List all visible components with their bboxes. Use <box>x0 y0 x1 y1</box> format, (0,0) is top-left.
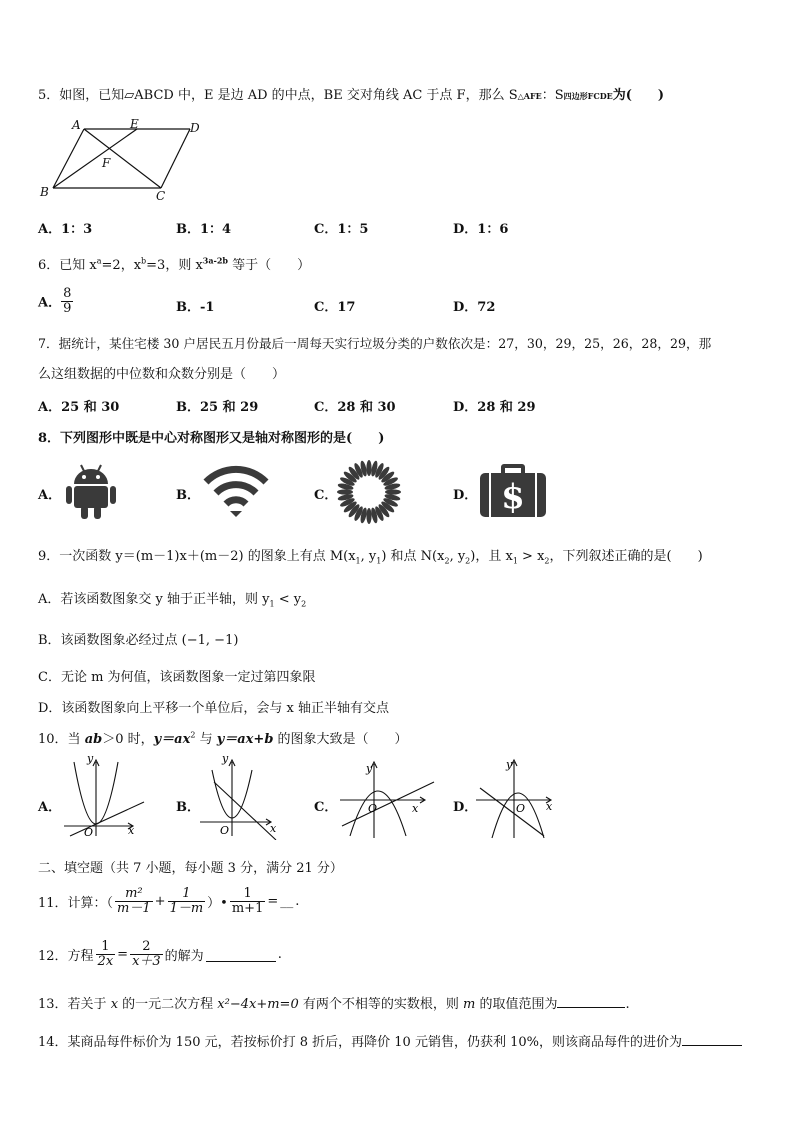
q10-text-b: ＞0 时， <box>102 732 154 747</box>
option-text: 1：6 <box>477 222 509 237</box>
svg-text:$: $ <box>501 477 525 517</box>
q9-text-d: , y <box>449 549 466 564</box>
q13-equation: x²−4x+m=0 <box>217 997 299 1012</box>
y-axis-label: y <box>366 762 373 775</box>
q6-sup-a: a <box>96 256 102 266</box>
q9-text-b: , y <box>360 549 377 564</box>
q8-option-d[interactable] <box>453 484 477 503</box>
fraction-numerator: 1 <box>230 887 266 902</box>
q11-stem <box>38 887 299 915</box>
q6-text-c: =3，则 x <box>146 258 203 273</box>
q5-label-c: C <box>156 189 166 203</box>
option-text: 25 和 30 <box>61 400 120 415</box>
option-text: < y <box>274 592 302 607</box>
q6-text-a: 6．已知 x <box>38 258 97 273</box>
q9-sub: 1 <box>376 556 382 566</box>
dollar-briefcase-icon <box>478 462 548 518</box>
q10-graph-a <box>62 756 148 840</box>
q5-label-a: A <box>72 118 81 132</box>
option-label: A． <box>38 488 62 503</box>
q13-var-x: x <box>110 997 119 1012</box>
q13-text-b: 的一元二次方程 <box>118 997 218 1012</box>
q12-suffix: 的解为 <box>164 948 204 964</box>
option-text: -1 <box>200 300 215 315</box>
q10-option-d[interactable]: D． <box>453 800 478 815</box>
q5-label-b: B <box>40 185 49 199</box>
q9-option-a[interactable] <box>38 588 306 609</box>
option-text: 28 和 29 <box>477 400 536 415</box>
q5-bracket: 为( ) <box>612 88 665 103</box>
q10-text-a: 10．当 <box>38 732 85 747</box>
q7-option-a[interactable] <box>38 396 119 415</box>
option-text: 72 <box>477 300 496 315</box>
q7-stem-line2: 么这组数据的中位数和众数分别是（ ） <box>38 367 286 382</box>
equals-sign: = <box>267 893 279 909</box>
fraction <box>96 940 116 968</box>
q13-text-a: 13．若关于 <box>38 997 111 1012</box>
period: . <box>625 997 630 1012</box>
option-text: 1：3 <box>61 222 93 237</box>
q6-text-d: 等于（ ） <box>228 258 311 273</box>
q6-sup-exp: 3a-2b <box>202 255 229 266</box>
option-text: 1：5 <box>337 222 369 237</box>
q5-label-f: F <box>102 156 111 170</box>
y-axis-label: y <box>87 756 94 765</box>
fraction-numerator: 8 <box>63 286 72 301</box>
q12-stem <box>38 940 282 968</box>
q10-formula-2: y＝ax+b <box>216 732 274 747</box>
option-label: B． <box>176 488 200 503</box>
q7-option-b[interactable] <box>176 396 258 415</box>
option-label: C． <box>314 300 338 315</box>
petal <box>337 489 353 494</box>
q13-text-c: 有两个不相等的实数根，则 <box>298 997 463 1012</box>
q5-subscript-afe: △AFE <box>517 91 542 101</box>
q10-option-c[interactable]: C． <box>314 800 338 815</box>
y-axis-label: y <box>222 756 229 765</box>
option-label: C． <box>314 222 338 237</box>
fraction-denominator: 1－m <box>169 900 204 916</box>
q12-prefix: 12．方程 <box>38 948 94 964</box>
q5-stem <box>38 84 664 103</box>
option-label: D． <box>453 300 478 315</box>
q6-option-b[interactable] <box>176 296 214 315</box>
q5-option-b[interactable] <box>176 218 231 237</box>
q9-sub: 1 <box>512 556 518 566</box>
origin-label: O <box>84 826 94 839</box>
y-axis-label: y <box>506 758 513 771</box>
q10-graph-c <box>338 756 438 840</box>
fraction-denominator: x＋3 <box>132 953 161 969</box>
q9-text-c: ) 和点 N(x <box>381 549 445 564</box>
q10-graph-d <box>474 756 560 840</box>
origin-label: O <box>220 824 230 837</box>
q9-sub: 2 <box>544 556 550 566</box>
q11-prefix: 11．计算：（ <box>38 895 114 911</box>
fraction-numerator: 2 <box>130 940 163 955</box>
q6-option-c[interactable] <box>314 296 355 315</box>
q10-text-d: 的图象大致是（ ） <box>273 732 408 747</box>
petal <box>366 460 371 476</box>
q10-ab: ab <box>84 732 103 747</box>
fraction <box>230 887 266 915</box>
period: . <box>277 946 282 962</box>
q9-text-e: )，且 x <box>470 549 513 564</box>
q11-close: ）• <box>207 895 228 911</box>
q5-option-a[interactable] <box>38 218 92 237</box>
q5-label-e: E <box>130 117 139 131</box>
fraction <box>61 287 73 315</box>
option-text: 17 <box>337 300 356 315</box>
answer-blank[interactable] <box>682 1033 742 1046</box>
option-text: A．若该函数图象交 y 轴于正半轴，则 y <box>38 592 270 607</box>
q13-stem <box>38 993 630 1012</box>
q8-option-c[interactable] <box>314 484 337 503</box>
origin-label: O <box>516 802 526 815</box>
origin-label: O <box>368 802 378 815</box>
fraction-denominator: m+1 <box>231 900 264 916</box>
q9-stem <box>38 545 703 566</box>
fraction-denominator: 9 <box>63 300 72 316</box>
q9-sub: 2 <box>444 556 450 566</box>
section-heading: 二、填空题（共 7 小题，每小题 3 分，满分 21 分） <box>38 861 343 876</box>
option-label: B． <box>176 400 200 415</box>
q6-stem <box>38 254 310 273</box>
q13-text-d: 的取值范围为 <box>475 997 558 1012</box>
option-label: D． <box>453 400 478 415</box>
q6-sup-b: b <box>141 256 147 266</box>
answer-blank[interactable]: __ <box>280 893 294 909</box>
q6-text-b: =2，x <box>101 258 142 273</box>
fraction <box>130 940 163 968</box>
plus-sign: + <box>154 893 166 909</box>
q14-stem <box>38 1031 742 1050</box>
x-axis-label: x <box>412 802 419 815</box>
petal <box>366 508 371 524</box>
option-label: B． <box>176 222 200 237</box>
q8-stem: 8．下列图形中既是中心对称图形又是轴对称图形的是( ) <box>38 431 385 446</box>
q10-option-a[interactable]: A． <box>38 800 62 815</box>
q10-graph-b <box>198 756 284 840</box>
q9-text-a: 9．一次函数 y＝(m－1)x＋(m－2) 的图象上有点 M(x <box>38 549 356 564</box>
q8-option-b[interactable] <box>176 484 200 503</box>
q10-sup: 2 <box>190 730 196 740</box>
fraction-denominator: 2x <box>97 953 114 969</box>
q10-text-c: 与 <box>195 732 217 747</box>
option-label: D． <box>453 222 478 237</box>
q5-text: 5．如图，已知▱ABCD 中，E 是边 AD 的中点，BE 交对角线 AC 于点 F，那么 S <box>38 88 518 103</box>
sunflower-ring-icon <box>336 459 402 525</box>
q7-option-d[interactable] <box>453 396 536 415</box>
q9-option-d[interactable]: D．该函数图象向上平移一个单位后，会与 x 轴正半轴有交点 <box>38 701 390 716</box>
fraction-numerator: 1 <box>168 887 206 902</box>
option-label: B． <box>176 300 200 315</box>
option-label: A． <box>38 295 62 311</box>
fraction-denominator: m－1 <box>117 900 151 916</box>
fraction-numerator: m² <box>115 887 153 902</box>
q9-text-g: ，下列叙述正确的是( ) <box>549 549 703 564</box>
option-text: 25 和 29 <box>200 400 259 415</box>
option-text: 28 和 30 <box>337 400 396 415</box>
x-axis-label: x <box>128 824 135 837</box>
option-text: 1：4 <box>200 222 232 237</box>
q9-sub: 1 <box>269 599 275 609</box>
x-axis-label: x <box>270 822 277 835</box>
x-axis-label: x <box>546 800 553 813</box>
option-label: A． <box>38 222 62 237</box>
option-label: D． <box>453 488 478 503</box>
equals-sign: = <box>117 946 129 962</box>
q14-text: 14．某商品每件标价为 150 元，若按标价打 8 折后，再降价 10 元销售，仍获利 10%，则该商品每件的进价为 <box>38 1035 682 1050</box>
q9-sub: 1 <box>355 556 361 566</box>
answer-blank[interactable] <box>206 947 276 962</box>
q5-subscript-fcde: 四边形FCDE <box>563 91 613 101</box>
q7-option-c[interactable] <box>314 396 396 415</box>
wifi-icon <box>200 462 272 518</box>
option-label: A． <box>38 400 62 415</box>
q8-option-a[interactable] <box>38 484 61 503</box>
fraction <box>115 887 153 915</box>
q5-option-d[interactable] <box>453 218 508 237</box>
answer-blank[interactable] <box>557 995 625 1008</box>
q13-var-m: m <box>462 997 476 1012</box>
q10-formula-1: y＝ax <box>153 732 191 747</box>
q5-option-c[interactable] <box>314 218 368 237</box>
fraction <box>168 887 206 915</box>
q9-option-b[interactable]: B．该函数图象必经过点 (−1, −1) <box>38 633 239 648</box>
option-label: C． <box>314 488 338 503</box>
period: . <box>295 893 300 909</box>
q6-option-a[interactable] <box>38 287 73 315</box>
q9-option-c[interactable]: C．无论 m 为何值，该函数图象一定过第四象限 <box>38 670 316 685</box>
q7-stem-line1: 7．据统计，某住宅楼 30 户居民五月份最后一周每天实行垃圾分类的户数依次是：27，30，29，25，26，28，29，那 <box>38 336 712 351</box>
q9-sub: 2 <box>465 556 471 566</box>
q6-option-d[interactable] <box>453 296 495 315</box>
q9-sub: 2 <box>301 599 307 609</box>
android-robot-icon <box>64 462 118 520</box>
q9-text-f: > x <box>517 549 545 564</box>
petal <box>385 489 401 494</box>
q5-parallelogram-figure <box>36 116 206 204</box>
q5-label-d: D <box>190 121 200 135</box>
option-label: C． <box>314 400 338 415</box>
q10-stem <box>38 728 408 747</box>
q10-option-b[interactable]: B． <box>176 800 200 815</box>
q5-text-b: ：S <box>541 88 564 103</box>
fraction-numerator: 1 <box>96 940 116 955</box>
